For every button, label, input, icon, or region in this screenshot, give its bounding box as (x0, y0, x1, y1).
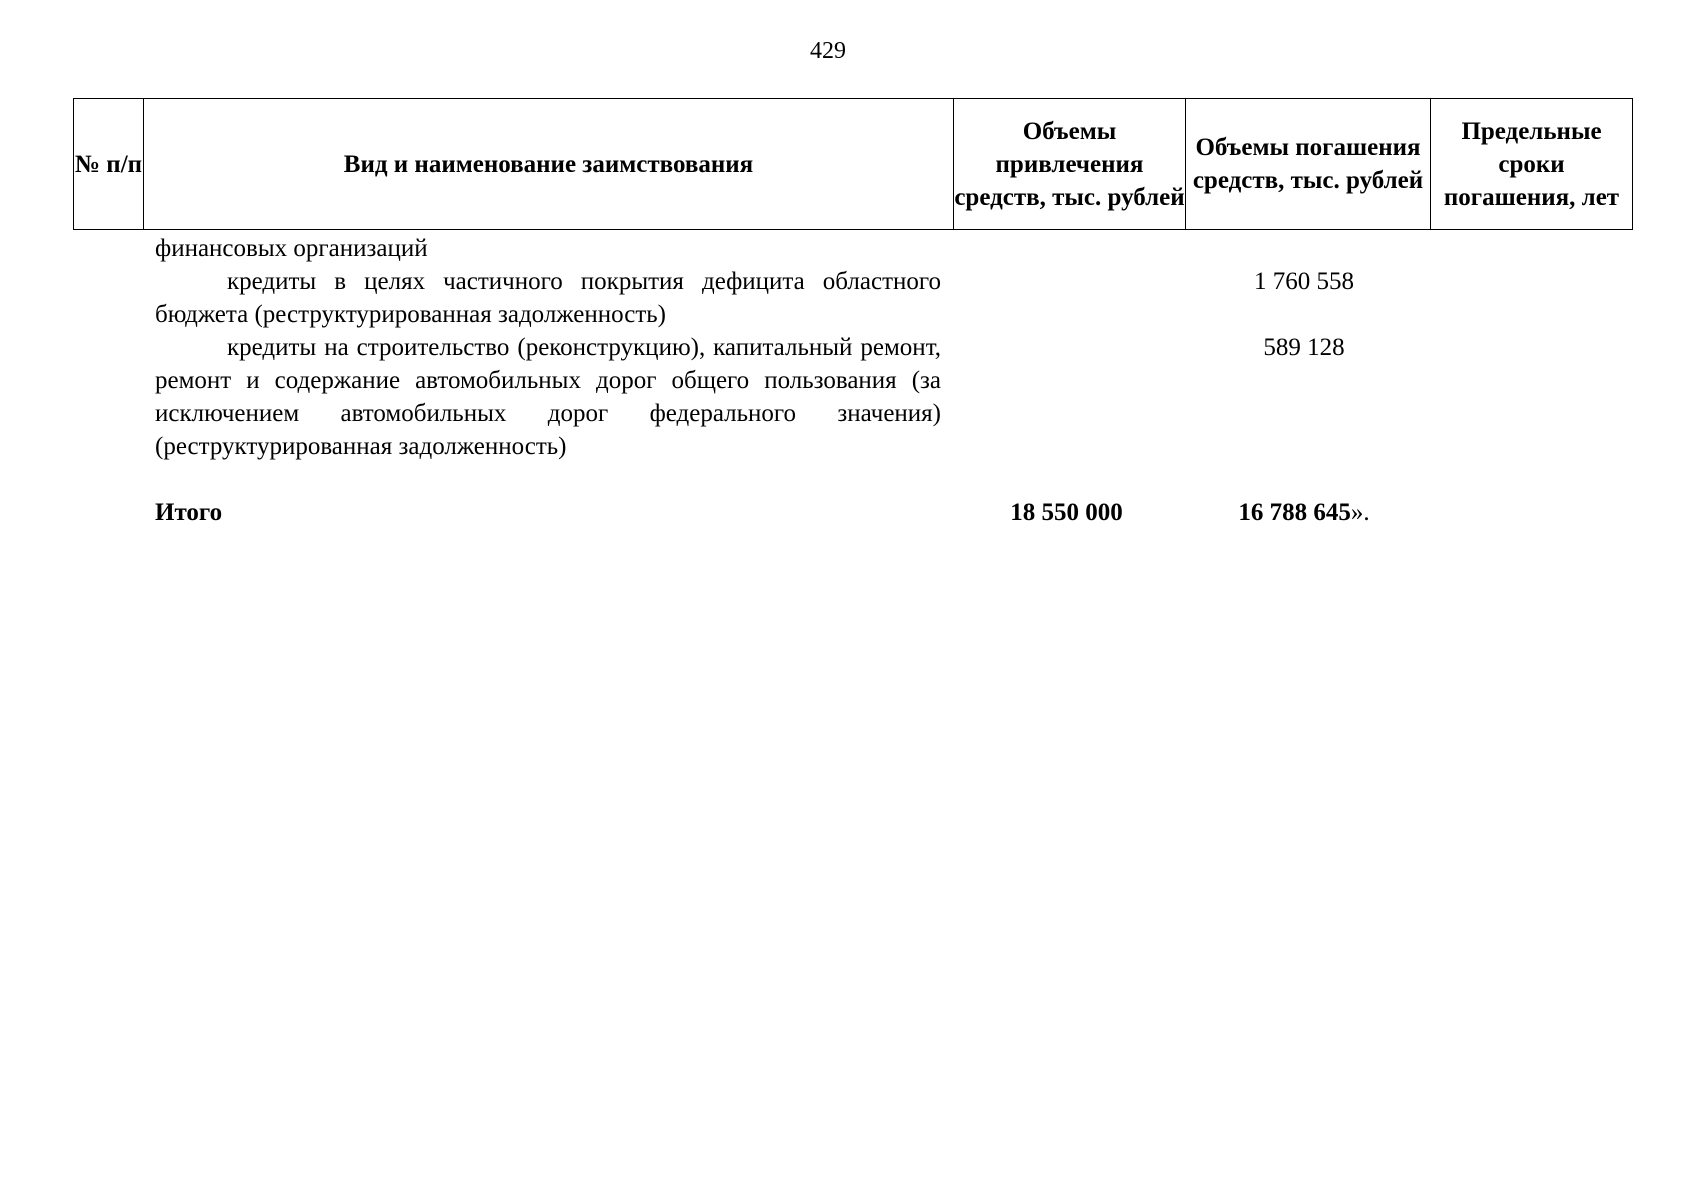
closing-quote: ». (1350, 499, 1370, 526)
row-description: кредиты в целях частичного покрытия дефицита областного бюджета (реструктурированная задолженность) (155, 268, 941, 328)
total-repayment-value (1182, 496, 1426, 529)
table-body (155, 232, 1455, 529)
header-col-repayment-volume: Объемы погашения средств, тыс. рублей (1186, 99, 1431, 230)
table-row (155, 265, 1455, 331)
header-col-number: № п/п (74, 99, 144, 230)
table-row (155, 331, 1455, 463)
row-repayment-value: 1 760 558 (1254, 268, 1354, 295)
total-repayment-number: 16 788 645 (1238, 499, 1351, 526)
page-number: 429 (810, 38, 846, 64)
header-col-attraction-volume: Объемы привлечения средств, тыс. рублей (954, 99, 1186, 230)
table-header (73, 98, 1633, 230)
row-description: финансовых организаций (155, 235, 428, 262)
header-col-repayment-term: Предельные сроки погашения, лет (1431, 99, 1633, 230)
table-row (155, 232, 1455, 265)
total-attraction-value: 18 550 000 (1010, 499, 1123, 526)
row-description: кредиты на строительство (реконструкцию), капитальный ремонт, ремонт и содержание автомобильных дорог общего пользования (за исключением автомобильных дорог федерального значения) (реструктурированная задолженность) (155, 334, 941, 460)
total-label: Итого (155, 499, 223, 526)
total-row (155, 496, 1455, 529)
row-repayment-value: 589 128 (1263, 334, 1345, 361)
header-col-borrowing-name: Вид и наименование заимствования (144, 99, 954, 230)
